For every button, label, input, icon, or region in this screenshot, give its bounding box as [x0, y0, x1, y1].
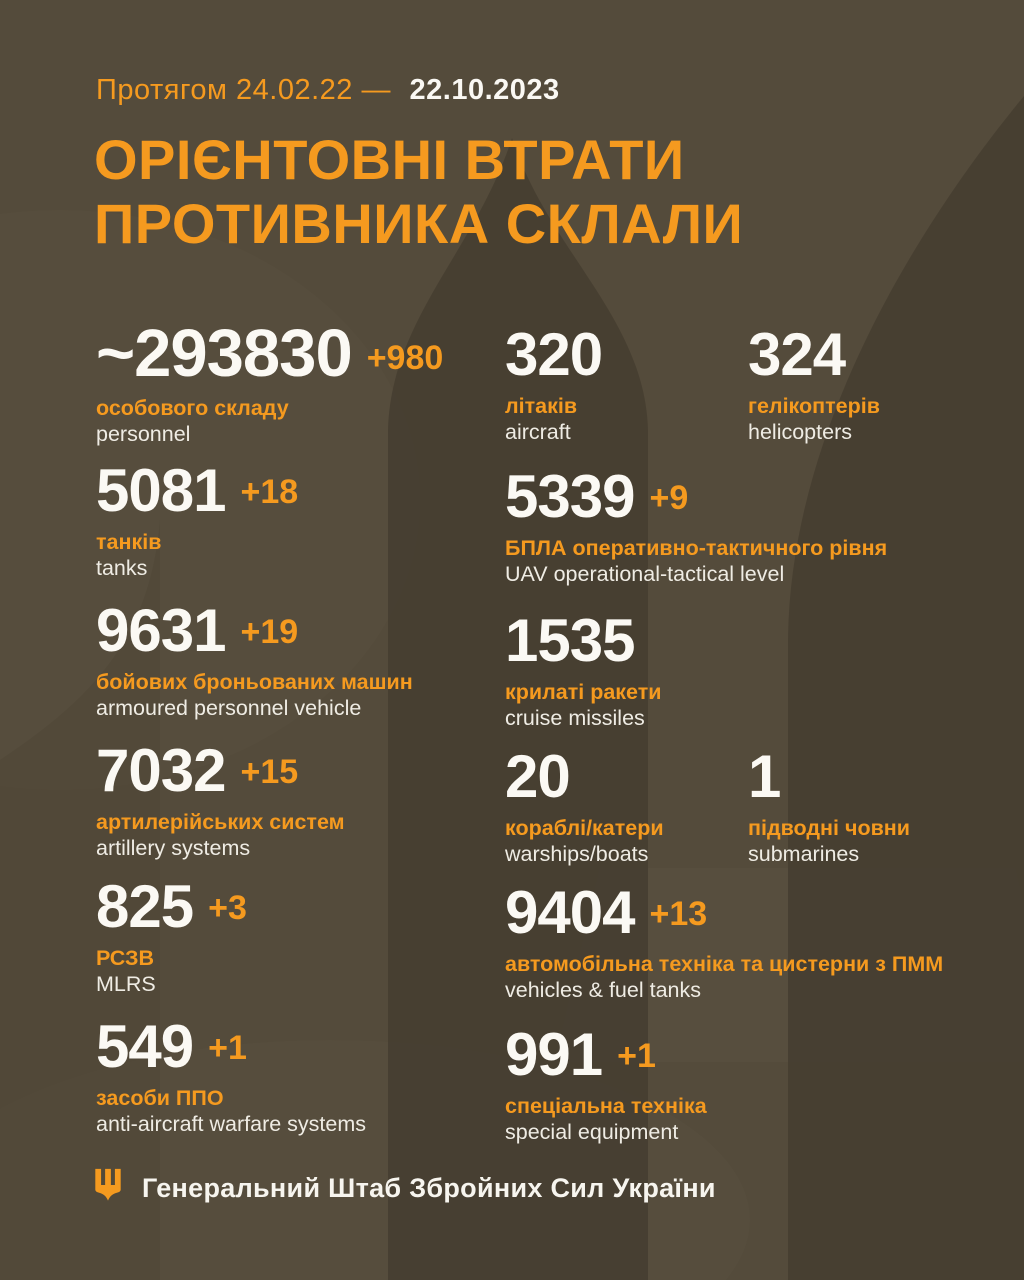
trident-icon [93, 1168, 123, 1209]
stat-delta: +980 [366, 339, 444, 377]
stat-delta: +18 [240, 473, 299, 511]
organization-name: Генеральний Штаб Збройних Сил України [142, 1173, 716, 1203]
stat-delta: +13 [649, 895, 708, 933]
stat-label-en: warships/boats [505, 842, 649, 866]
stat-label-uk: танків [96, 530, 162, 554]
stat-label-en: UAV operational-tactical level [505, 562, 785, 586]
stat-label-uk: кораблі/катери [505, 816, 664, 840]
stat-label-uk: особового складу [96, 396, 289, 420]
report-date: 22.10.2023 [409, 74, 560, 106]
stat-value: 5081 [96, 457, 226, 524]
stat-value: 1535 [505, 607, 635, 674]
stat-aircraft [505, 321, 603, 446]
stat-label-uk: спеціальна техніка [505, 1094, 707, 1118]
stat-delta: +3 [208, 889, 247, 927]
report-period [96, 74, 560, 107]
stat-label-en: tanks [96, 556, 148, 580]
stat-armoured-vehicles [96, 597, 413, 722]
stat-label-uk: РСЗВ [96, 946, 155, 970]
stat-label-uk: артилерійських систем [96, 810, 345, 834]
stat-label-en: artillery systems [96, 836, 251, 860]
stat-submarines [748, 743, 911, 868]
stat-mlrs [96, 873, 247, 998]
stat-value: 20 [505, 743, 570, 810]
stat-value: 9404 [505, 879, 635, 946]
stat-value: 5339 [505, 463, 635, 530]
stat-personnel [96, 316, 444, 448]
stat-tanks [96, 457, 299, 582]
stat-uav [505, 463, 888, 588]
stat-helicopters [748, 321, 880, 446]
stat-label-en: special equipment [505, 1120, 679, 1144]
stat-value: 991 [505, 1021, 603, 1088]
stat-value: 549 [96, 1013, 194, 1080]
stat-label-en: MLRS [96, 972, 156, 996]
page-title [94, 128, 743, 256]
stat-label-en: anti-aircraft warfare systems [96, 1112, 367, 1136]
stat-cruise-missiles [505, 607, 662, 732]
stat-value: 324 [748, 321, 846, 388]
stat-value: 7032 [96, 737, 226, 804]
stat-label-uk: підводні човни [748, 816, 911, 840]
title-line-1: ОРІЄНТОВНІ ВТРАТИ [94, 128, 685, 191]
stat-label-uk: гелікоптерів [748, 394, 880, 418]
stat-label-uk: БПЛА оперативно-тактичного рівня [505, 536, 888, 560]
stat-label-en: vehicles & fuel tanks [505, 978, 701, 1002]
period-label: Протягом 24.02.22 — [96, 74, 391, 106]
stat-delta: +1 [617, 1037, 656, 1075]
stat-label-uk: автомобільна техніка та цистерни з ПММ [505, 952, 944, 976]
stat-label-uk: засоби ППО [96, 1086, 224, 1110]
stat-vehicles-fuel-tanks [505, 879, 944, 1004]
stat-air-defence [96, 1013, 367, 1138]
title-line-2: ПРОТИВНИКА СКЛАЛИ [94, 192, 744, 255]
stat-value: ~293830 [96, 316, 352, 391]
footer [93, 1168, 716, 1209]
stat-label-en: helicopters [748, 420, 852, 444]
stat-label-en: armoured personnel vehicle [96, 696, 362, 720]
stat-value: 9631 [96, 597, 226, 664]
stat-delta: +15 [240, 753, 299, 791]
stat-label-en: personnel [96, 422, 191, 446]
stat-label-en: submarines [748, 842, 860, 866]
stat-artillery [96, 737, 345, 862]
stat-special-equipment [505, 1021, 707, 1146]
stat-value: 320 [505, 321, 603, 388]
stat-label-en: cruise missiles [505, 706, 645, 730]
stat-label-uk: бойових броньованих машин [96, 670, 413, 694]
stat-warships [505, 743, 664, 868]
stat-label-en: aircraft [505, 420, 571, 444]
stat-label-uk: крилаті ракети [505, 680, 662, 704]
stat-delta: +9 [649, 479, 689, 517]
stat-value: 825 [96, 873, 194, 940]
stat-value: 1 [748, 743, 781, 810]
stat-delta: +19 [240, 613, 299, 651]
stat-delta: +1 [208, 1029, 247, 1067]
stat-label-uk: літаків [505, 394, 578, 418]
